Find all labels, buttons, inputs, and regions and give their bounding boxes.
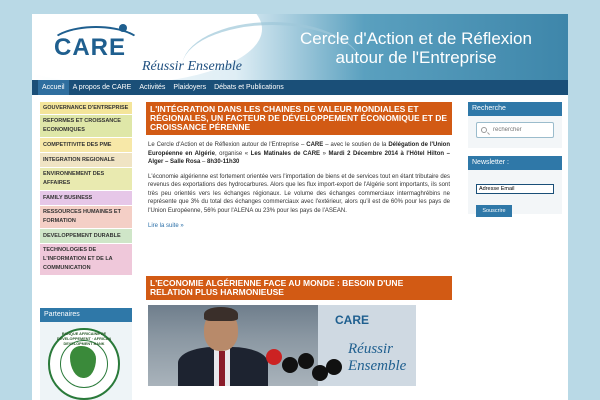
microphone-icon <box>298 353 314 369</box>
post1-intro-b: CARE <box>306 142 324 148</box>
menu-reformes[interactable]: REFORMES ET CROISSANCE ECONOMIQUES <box>40 115 132 137</box>
main-nav <box>32 80 568 95</box>
partners-heading: Partenaires <box>40 308 132 322</box>
newsletter-heading: Newsletter : <box>468 156 562 170</box>
newsletter-email-field[interactable] <box>476 184 554 194</box>
microphone-icon <box>326 359 342 375</box>
post2-title[interactable]: L'ECONOMIE ALGÉRIENNE FACE AU MONDE : BESOIN D'UNE RELATION PLUS HARMONIEUSE <box>146 276 452 300</box>
menu-tic[interactable]: TECHNOLOGIES DE L'INFORMATION ET DE LA COMMUNICATION <box>40 244 132 275</box>
search-input[interactable] <box>476 122 554 138</box>
tagline: Réussir Ensemble <box>142 59 242 74</box>
post1-intro-g: » <box>320 150 329 157</box>
menu-environnement[interactable]: ENVIRONNEMENT DES AFFAIRES <box>40 168 132 190</box>
photo-hair <box>204 307 238 321</box>
post2 <box>146 276 452 300</box>
site-header <box>32 14 568 80</box>
post1-intro-j: 8h30-11h30 <box>207 159 240 165</box>
menu-integration[interactable]: INTEGRATION REGIONALE <box>40 153 132 167</box>
menu-ressources-humaines[interactable]: RESSOURCES HUMAINES ET FORMATION <box>40 206 132 228</box>
nav-activites[interactable]: Activités <box>139 84 166 91</box>
post1-intro-d: Délégation de l'Union Européenne en Algérie <box>148 142 450 157</box>
search-icon <box>481 127 487 133</box>
menu-developpement-durable[interactable]: DEVELOPPEMENT DURABLE <box>40 229 132 243</box>
menu-gouvernance[interactable]: GOUVERNANCE D'ENTREPRISE <box>40 102 132 114</box>
post1-title[interactable]: L'INTÉGRATION DANS LES CHAINES DE VALEUR MONDIALES ET RÉGIONALES, UN FACTEUR DE DÉVELOPPEMENT ÉCONOMIQUE ET DE CROISSANCE PÉRENNE <box>146 102 452 135</box>
right-sidebar <box>468 102 562 214</box>
post2-photo[interactable] <box>148 305 416 386</box>
subscribe-button[interactable]: Souscrire <box>476 205 512 217</box>
post1-intro-h: Mardi 2 Décembre 2014 à l'Hôtel Hilton – Alger – Salle Rosa <box>148 150 450 165</box>
site-title <box>286 29 546 67</box>
microphone-icon <box>266 349 282 365</box>
photo-tie <box>219 351 225 386</box>
post1-intro-c: – avec le soutien de la <box>323 142 389 148</box>
menu-competitivite[interactable]: COMPETITIVITE DES PME <box>40 138 132 152</box>
microphone-icon <box>282 357 298 373</box>
menu-family-business[interactable]: FAMILY BUSINESS <box>40 191 132 205</box>
afdb-logo-text: BANQUE AFRICAINE DE DEVELOPPEMENT · AFRICAN DEVELOPMENT BANK <box>56 332 112 346</box>
photo-tagline-text: Réussir Ensemble <box>348 341 407 374</box>
nav-a-propos[interactable]: A propos de CARE <box>72 84 132 91</box>
search-heading: Recherche <box>468 102 562 116</box>
topics-menu <box>40 102 132 276</box>
logo[interactable]: CARE <box>54 34 127 61</box>
nav-debats-publications[interactable]: Débats et Publications <box>214 84 284 91</box>
site-title-line2: autour de l'Entreprise <box>335 48 497 67</box>
post1-intro-i: – <box>200 159 208 165</box>
post1-intro <box>146 135 452 167</box>
post1-paragraph: L'économie algérienne est fortement orientée vers l'importation de biens et de services tout en étant tributaire des revenus des exportations des hydrocarbures. Alors que les flux import-export de l'Algérie sont importants, ils sont très peu orientés vers les échanges régionaux. Le volume des échanges commerciaux intermaghrébins ne représente que 3% du total des échanges commerciaux avec l'extérieur, alors qu'il est de 60% pour les pays de l'Union Européenne, 56% pour l'ALENA ou 23% pour les pays de l'ASEAN. <box>148 173 450 214</box>
read-more-link[interactable]: Lire la suite » <box>148 223 184 229</box>
nav-accueil[interactable]: Accueil <box>38 80 69 95</box>
logo-dot-icon <box>119 24 127 32</box>
post1-intro-f: Les Matinales de CARE <box>250 150 321 157</box>
post1-intro-a: Le Cercle d'Action et de Réflexion autour de l'Entreprise – <box>148 142 307 148</box>
site-title-line1: Cercle d'Action et de Réflexion <box>300 29 532 48</box>
nav-plaidoyers[interactable]: Plaidoyers <box>173 84 207 91</box>
main-content <box>146 102 452 229</box>
post1-intro-e: , organise « <box>214 150 251 157</box>
photo-care-text: CARE <box>335 313 370 327</box>
